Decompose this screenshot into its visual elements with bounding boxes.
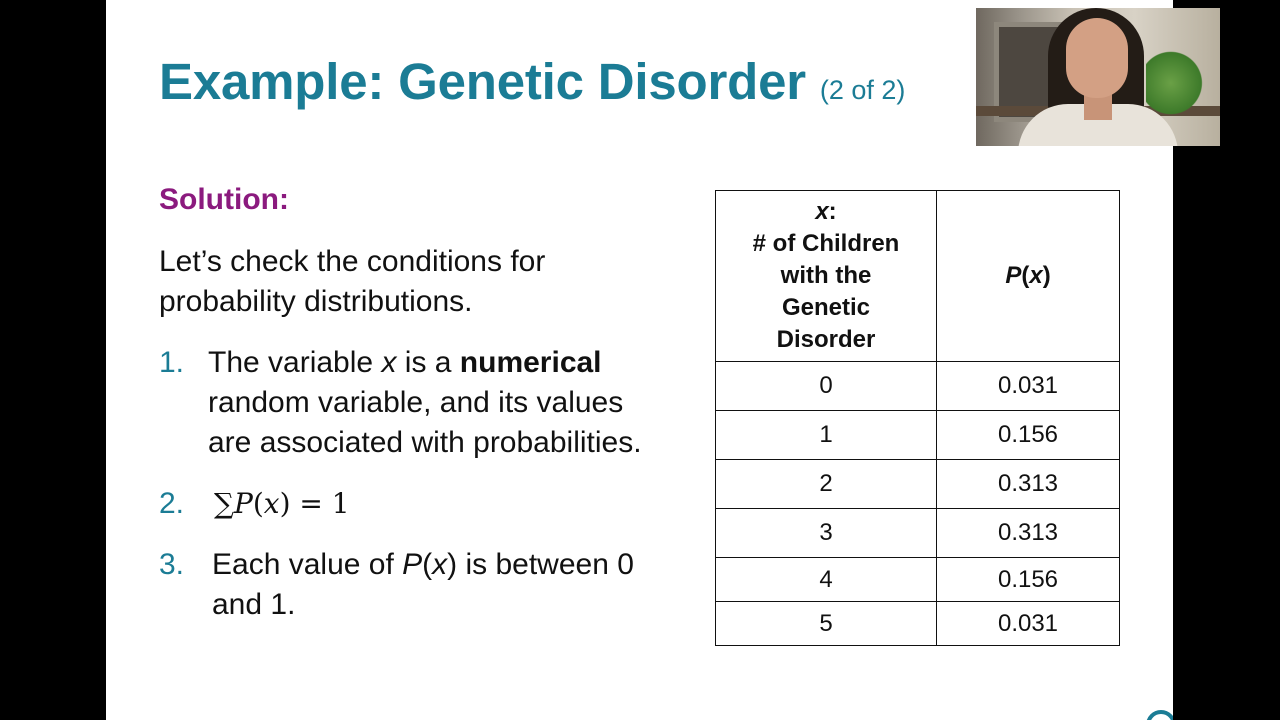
header-px-x: x <box>1029 262 1043 289</box>
publisher-logo-icon <box>1146 710 1173 720</box>
condition-3-lparen: ( <box>422 548 433 581</box>
intro-text: Let’s check the conditions for probability distributions. <box>159 245 546 318</box>
cell-x: 5 <box>716 602 937 646</box>
condition-2-number: 2. <box>159 487 185 520</box>
cell-p: 0.313 <box>937 509 1120 558</box>
webcam-presenter-face <box>1066 18 1128 98</box>
formula-rparen: ) <box>279 487 291 520</box>
cell-p: 0.313 <box>937 460 1120 509</box>
condition-3-rparen: ) <box>447 548 458 581</box>
table-header-row <box>716 191 1120 362</box>
condition-3-line1 <box>212 545 634 585</box>
cell-p: 0.031 <box>937 362 1120 411</box>
condition-2-formula <box>214 484 350 524</box>
condition-3-lead: Each value of <box>212 548 403 581</box>
header-x-line-2: with the <box>780 262 872 289</box>
condition-3-P: P <box>402 548 423 581</box>
cell-x: 0 <box>716 362 937 411</box>
table-row <box>716 460 1120 509</box>
header-x-line-4: Disorder <box>776 326 876 353</box>
condition-1-line3: are associated with probabilities. <box>208 426 642 459</box>
table-row <box>716 411 1120 460</box>
webcam-video[interactable] <box>976 8 1220 146</box>
formula-P: P <box>234 487 253 520</box>
condition-1-line1 <box>208 343 642 383</box>
formula-equals: = 1 <box>290 487 350 520</box>
condition-1-lead: The variable <box>208 346 382 379</box>
cell-x: 3 <box>716 509 937 558</box>
header-x-var-line <box>716 196 936 228</box>
formula-lparen: ( <box>252 487 264 520</box>
solution-label: Solution: <box>159 183 289 216</box>
slide-title <box>159 52 905 111</box>
table-row <box>716 558 1120 602</box>
condition-1-variable: x <box>381 346 397 379</box>
sum-symbol: ∑ <box>214 487 234 520</box>
table-row <box>716 362 1120 411</box>
probability-distribution-table <box>715 190 1120 646</box>
table-row <box>716 602 1120 646</box>
cell-x: 2 <box>716 460 937 509</box>
cell-x: 4 <box>716 558 937 602</box>
condition-1-bold: numerical <box>459 346 602 379</box>
cell-x: 1 <box>716 411 937 460</box>
condition-1-text <box>208 343 642 463</box>
webcam-background-plant <box>1146 48 1208 118</box>
header-px-lparen: ( <box>1021 262 1030 289</box>
condition-3-x: x <box>432 548 448 581</box>
cell-p: 0.031 <box>937 602 1120 646</box>
formula-x: x <box>263 487 280 520</box>
cell-p: 0.156 <box>937 411 1120 460</box>
condition-3-line2: and 1. <box>212 588 296 621</box>
header-px <box>937 191 1120 362</box>
header-px-P: P <box>1005 262 1022 289</box>
header-x-line-1: # of Children <box>752 230 900 257</box>
condition-1-mid: is a <box>396 346 460 379</box>
slide-title-suffix: (2 of 2) <box>819 75 906 105</box>
cell-p: 0.156 <box>937 558 1120 602</box>
table-row <box>716 509 1120 558</box>
header-px-rparen: ) <box>1042 262 1051 289</box>
slide-title-main: Example: Genetic Disorder <box>159 53 806 110</box>
header-x-var: x <box>815 198 829 225</box>
condition-3-number: 3. <box>159 548 185 581</box>
condition-3-text <box>212 545 634 625</box>
header-x-colon: : <box>828 198 837 225</box>
condition-1-line2: random variable, and its values <box>208 386 624 419</box>
header-x <box>716 191 937 362</box>
header-x-line-3: Genetic <box>781 294 871 321</box>
condition-1-number: 1. <box>159 346 185 379</box>
condition-3-rest: is between 0 <box>457 548 634 581</box>
